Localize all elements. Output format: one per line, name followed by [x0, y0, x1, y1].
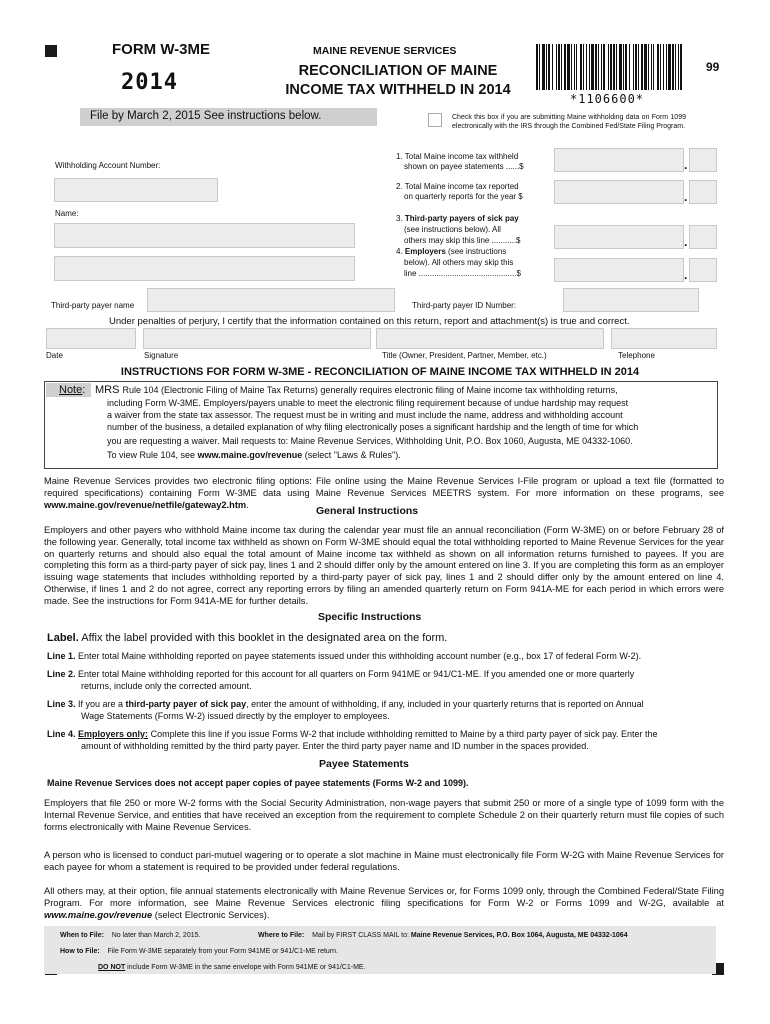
electronic-options-paragraph: Maine Revenue Services provides two electronic filing options: File online using the Maine Revenue Services I-File program or upload a text file (formatted to required specifications) containing Form W-3ME data using Maine Revenue Services MEETRS system. For more information on these programs, see www.maine.gov/revenue/netfile/gateway2.htm. [44, 476, 724, 510]
signature-input[interactable] [143, 328, 371, 349]
line2-decimal: . [684, 190, 688, 204]
do-not-include: DO NOT include Form W-3ME in the same envelope with Form 941ME or 941/C1-ME. [98, 964, 366, 971]
note-line-6: To view Rule 104, see www.maine.gov/revenue (select "Laws & Rules"). [107, 450, 401, 460]
line1-dollars-input[interactable] [554, 148, 684, 172]
form-code: 99 [706, 60, 720, 74]
title-label: Title (Owner, President, Partner, Member, etc.) [382, 351, 547, 360]
payee-no-paper: Maine Revenue Services does not accept paper copies of payee statements (Forms W-2 and 1099). [47, 778, 469, 788]
file-by-banner [80, 108, 377, 126]
note-line-3: a waiver from the state tax assessor. The request must be in writing and must include the name, address and withholding account [107, 410, 623, 420]
line3-label-b: (see instructions below). All [404, 225, 501, 234]
third-party-payer-id-input[interactable] [563, 288, 699, 312]
third-party-payer-id-label: Third-party payer ID Number: [412, 301, 517, 310]
barcode-number: *1106600* [570, 92, 645, 106]
line1-label-a: 1. Total Maine income tax withheld [396, 152, 519, 161]
note-line-2: including Form W-3ME. Employers/payers unable to meet the electronic filing requirement because of undue hardship may request [107, 398, 629, 408]
date-label: Date [46, 351, 63, 360]
barcode [536, 44, 686, 94]
line3-dollars-input[interactable] [554, 225, 684, 249]
line3-instruction: Line 3. If you are a third-party payer of sick pay, enter the amount of withholding, if any, included in your quarterly returns that is reported on Annual [47, 699, 644, 709]
line3-label-c: others may skip this line ...........$ [404, 236, 521, 245]
line3-cents-input[interactable] [689, 225, 717, 249]
form-title-line1: RECONCILIATION OF MAINE [298, 63, 498, 79]
fed-state-checkbox-label: Check this box if you are submitting Maine withholding data on Form 1099 electronically with the IRS through the Combined Fed/State Filing Program. [452, 114, 686, 130]
general-instructions-heading: General Instructions [316, 505, 419, 517]
line3-instruction-cont: Wage Statements (Forms W-2) issued directly by the employer to employees. [81, 711, 390, 721]
when-to-file: When to File: No later than March 2, 2015. [60, 932, 201, 939]
form-year: 2014 [121, 70, 178, 95]
payee-statements-heading: Payee Statements [319, 758, 409, 770]
how-to-file: How to File: File Form W-3ME separately from your Form 941ME or 941/C1-ME return. [60, 948, 338, 955]
name-label: Name: [55, 209, 79, 218]
name-input-1[interactable] [54, 223, 355, 248]
note-label: Note: [59, 384, 86, 396]
where-to-file: Where to File: Mail by FIRST CLASS MAIL to: Maine Revenue Services, P.O. Box 1064, Augusta, ME 04332-1064 [258, 932, 628, 939]
instructions-heading: INSTRUCTIONS FOR FORM W-3ME - RECONCILIATION OF MAINE INCOME TAX WITHHELD IN 2014 [120, 366, 640, 378]
line4-label-c: line ............................................$ [404, 269, 521, 278]
title-input[interactable] [376, 328, 604, 349]
telephone-label: Telephone [618, 351, 655, 360]
form-name: FORM W-3ME [112, 41, 211, 58]
fed-state-checkbox[interactable] [428, 113, 442, 127]
withholding-account-input[interactable] [54, 178, 218, 202]
note-line-1: MRS Rule 104 (Electronic Filing of Maine Tax Returns) generally requires electronic filing of Maine income tax withholding returns, [95, 384, 618, 396]
note-line-5: you are requesting a waiver. Mail requests to: Maine Revenue Services, Withholding Unit, P.O. Box 1060, Augusta, ME 04332-1060. [107, 436, 633, 446]
signature-label: Signature [144, 351, 179, 360]
line4-cents-input[interactable] [689, 258, 717, 282]
third-party-payer-name-input[interactable] [147, 288, 395, 312]
line3-label-a: 3. Third-party payers of sick pay [396, 214, 519, 223]
file-by-text: File by March 2, 2015 See instructions below. [90, 110, 322, 122]
gateway-link[interactable]: www.maine.gov/revenue/netfile/gateway2.htm [44, 499, 247, 510]
label-instruction: Label. Affix the label provided with this booklet in the designated area on the form. [47, 632, 448, 644]
rules-link[interactable]: www.maine.gov/revenue [197, 450, 303, 460]
line4-decimal: . [684, 268, 688, 282]
form-title-line2: INCOME TAX WITHHELD IN 2014 [285, 82, 511, 98]
agency-name: MAINE REVENUE SERVICES [313, 45, 457, 57]
line1-decimal: . [684, 158, 688, 172]
name-input-2[interactable] [54, 256, 355, 281]
line4-label-b: below). All others may skip this [404, 258, 514, 267]
date-input[interactable] [46, 328, 136, 349]
electronic-services-link[interactable]: www.maine.gov/revenue [44, 909, 153, 920]
line2-instruction: Line 2. Enter total Maine withholding reported for this account for all quarters on Form 941ME or 941/C1-ME. If you amended one or more quarterly [47, 669, 635, 679]
line2-dollars-input[interactable] [554, 180, 684, 204]
payee-paragraph-1: Employers that file 250 or more W-2 forms with the Social Security Administration, non-wage payers that submit 250 or more of a single type of 1099 form with the Internal Revenue Service, and entities that have received an exception from the requirement to complete Schedule 2 on their quarterly return must file copies of such forms electronically with Maine Revenue Services. [44, 798, 724, 832]
line2-instruction-cont: returns, include only the corrected amount. [81, 681, 252, 691]
withholding-account-label: Withholding Account Number: [55, 161, 161, 170]
line2-cents-input[interactable] [689, 180, 717, 204]
specific-instructions-heading: Specific Instructions [318, 611, 422, 623]
line1-instruction: Line 1. Enter total Maine withholding reported on payee statements issued under this withholding account number (e.g., box 17 of federal Form W-2). [47, 651, 642, 661]
note-line-4: number of the business, a detailed explanation of why filing electronically poses a significant hardship and the length of time for which [107, 422, 639, 432]
payee-paragraph-2: A person who is licensed to conduct pari-mutuel wagering or to operate a slot machine in Maine must electronically file Form W-2G with Maine Revenue Services for each payee for whom a statement is required to be provided under federal regulations. [44, 850, 724, 872]
line3-decimal: . [684, 235, 688, 249]
payee-paragraph-3: All others may, at their option, file annual statements electronically with Maine Revenue Services or, for Forms 1099 only, through the Combined Federal/State Filing Program. For more information, see Maine Revenue Services electronic filing specifications for Form W-2 or Forms 1099 and W-2G, available at www.maine.gov/revenue (select Electronic Services). [44, 886, 724, 920]
line4-instruction: Line 4. Employers only: Complete this line if you issue Forms W-2 that include withholding remitted to Maine by a third party payer of sick pay. Enter the [47, 729, 658, 739]
line4-dollars-input[interactable] [554, 258, 684, 282]
line2-label-b: on quarterly reports for the year $ [404, 192, 523, 201]
third-party-payer-name-label: Third-party payer name [51, 301, 135, 310]
line2-label-a: 2. Total Maine income tax reported [396, 182, 519, 191]
line4-label-a: 4. Employers (see instructions [396, 247, 507, 256]
line1-label-b: shown on payee statements ......$ [404, 162, 524, 171]
line4-instruction-cont: amount of withholding remitted by the third party payer. Enter the third party payer name and ID number in the spaces provided. [81, 741, 589, 751]
general-instructions-paragraph: Employers and other payers who withhold Maine income tax during the calendar year must file an annual reconciliation (Form W-3ME) on or before February 28 of the following year. Generally, total income tax withheld as shown on Form W-3ME should equal the total withholding reported to Maine Revenue Services for the year on quarterly returns and should also equal the total amount of Maine income tax withheld as shown on all information returns furnished to payees. If you are completing this form as a third-party payer of sick pay, lines 1 and 2 should differ only by the amount entered on line 3. If you are completing this form as an employer issuing wage statements that includes withholding reported by a third-party payer of sick pay, lines 1 and 2 should differ only by the amount entered on line 4. Otherwise, if lines 1 and 2 do not agree, correct any reporting errors by filing an amended quarterly return on Form 941A-ME for each period in which errors were made. See the instructions for Form 941A-ME for further details. [44, 525, 724, 606]
perjury-statement: Under penalties of perjury, I certify that the information contained on this return, report and attachment(s) is true and correct. [109, 316, 630, 327]
line1-cents-input[interactable] [689, 148, 717, 172]
telephone-input[interactable] [611, 328, 717, 349]
registration-mark-top-left [45, 45, 57, 57]
